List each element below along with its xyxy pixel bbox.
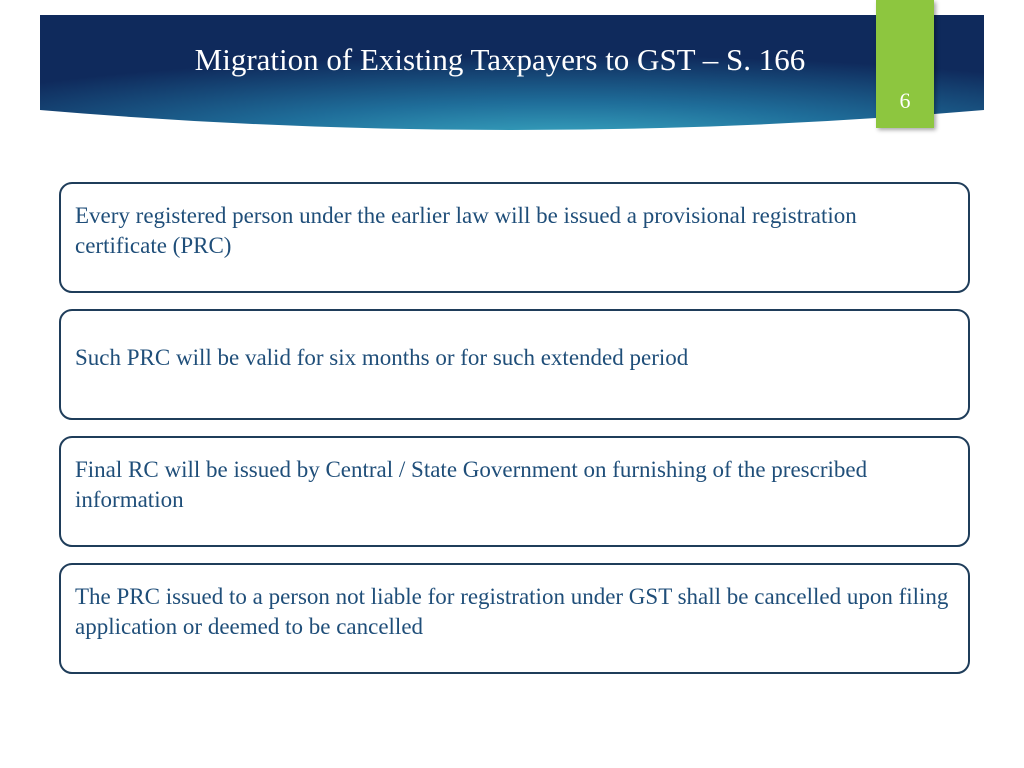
content-boxes: [59, 182, 970, 690]
page-number: 6: [899, 88, 911, 113]
point-box-4: [59, 563, 970, 674]
point-text: Every registered person under the earlier law will be issued a provisional registration certificate (PRC): [75, 202, 857, 258]
page-number-tab: [876, 0, 934, 128]
point-text: The PRC issued to a person not liable for registration under GST shall be cancelled upon filing application or deemed to be cancelled: [75, 583, 949, 639]
point-box-3: [59, 436, 970, 547]
page-title: Migration of Existing Taxpayers to GST – S. 166: [194, 42, 806, 77]
point-text: Such PRC will be valid for six months or for such extended period: [75, 344, 689, 370]
point-text: Final RC will be issued by Central / State Government on furnishing of the prescribed information: [75, 456, 868, 512]
point-box-2: [59, 309, 970, 420]
title-banner: [40, 15, 984, 140]
point-box-1: [59, 182, 970, 293]
